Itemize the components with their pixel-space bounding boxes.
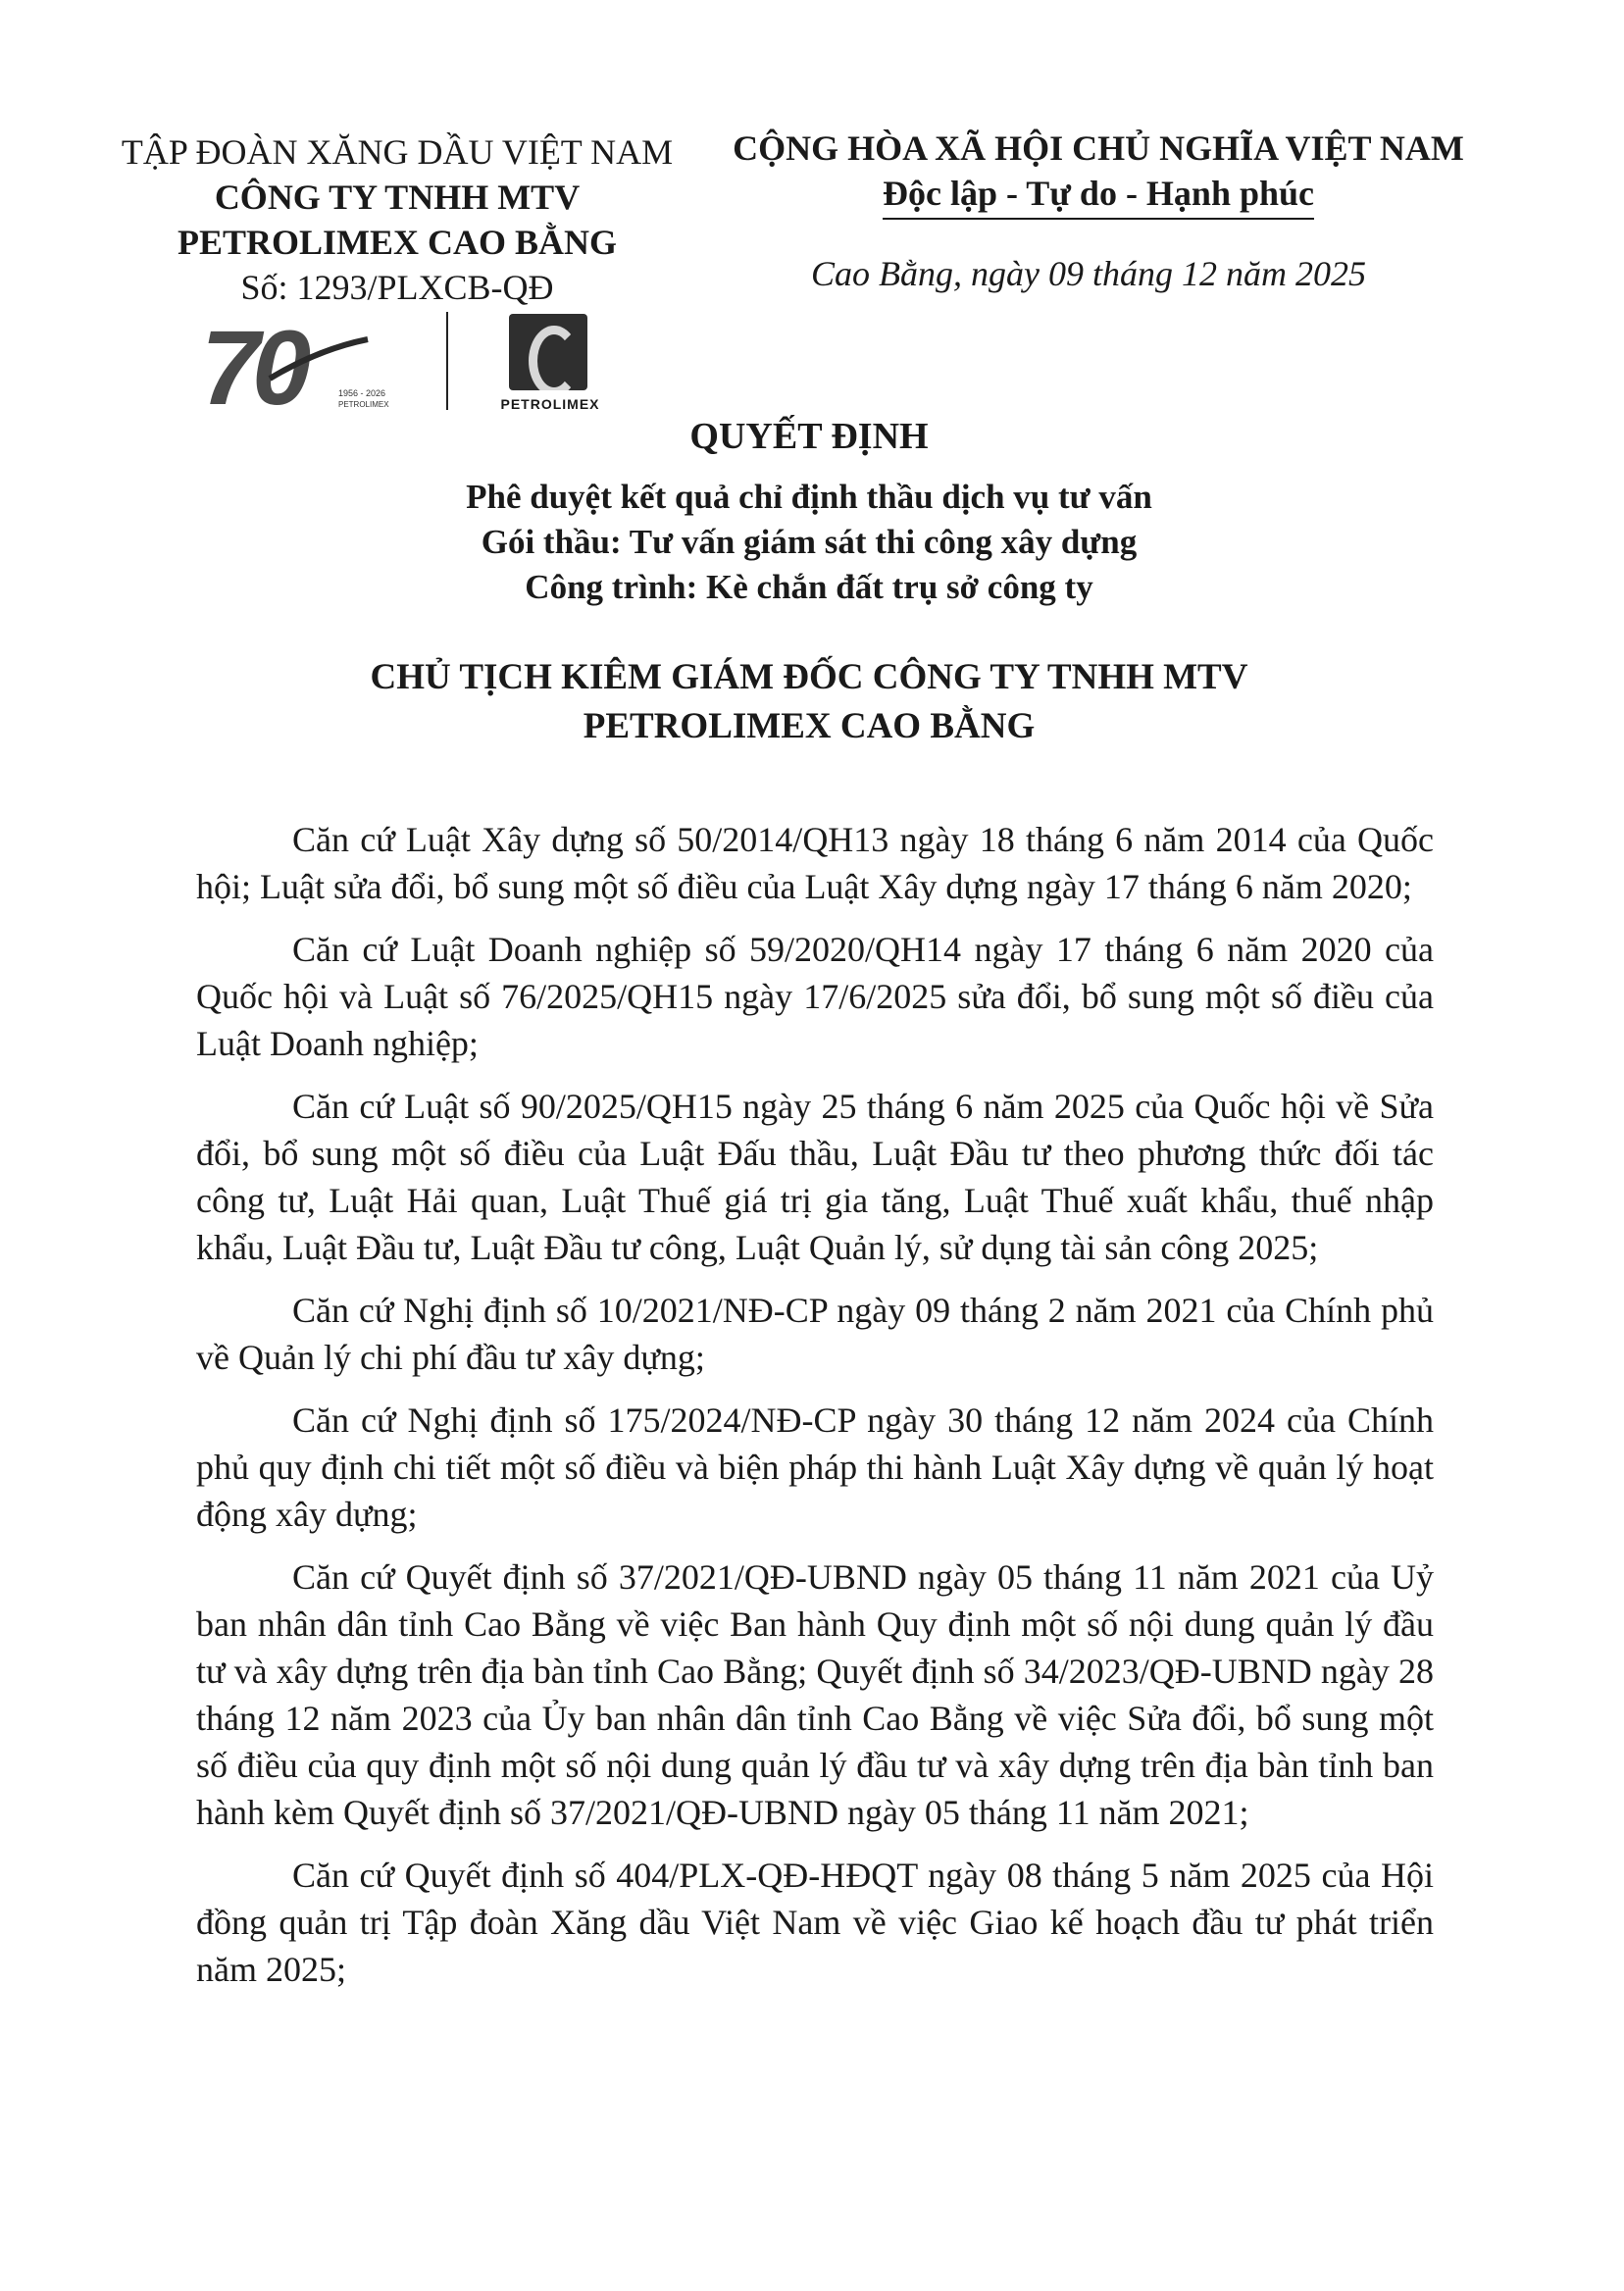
- legal-basis-paragraph: Căn cứ Luật Xây dựng số 50/2014/QH13 ngày 18 tháng 6 năm 2014 của Quốc hội; Luật sửa đổi, bổ sung một số điều của Luật Xây dựng ngày 17 tháng 6 năm 2020;: [196, 820, 1434, 906]
- subject-line-1: Phê duyệt kết quả chỉ định thầu dịch vụ tư vấn: [466, 478, 1152, 516]
- country-name: CỘNG HÒA XÃ HỘI CHỦ NGHĨA VIỆT NAM: [733, 128, 1464, 168]
- logo-strip: [201, 310, 613, 420]
- legal-basis-section: [196, 816, 1434, 2009]
- subject-line-2: Gói thầu: Tư vấn giám sát thi công xây dựng: [481, 523, 1138, 561]
- document-type: QUYẾT ĐỊNH: [689, 416, 929, 457]
- petrolimex-wordmark: PETROLIMEX: [500, 396, 600, 412]
- legal-basis-paragraph: Căn cứ Luật Doanh nghiệp số 59/2020/QH14 ngày 17 tháng 6 năm 2020 của Quốc hội và Luật số 76/2025/QH15 ngày 17/6/2025 sửa đổi, bổ sung một số điều của Luật Doanh nghiệp;: [196, 930, 1434, 1063]
- company-name-line2: PETROLIMEX CAO BẰNG: [177, 223, 618, 262]
- legal-basis-paragraph: Căn cứ Quyết định số 37/2021/QĐ-UBND ngày 05 tháng 11 năm 2021 của Uỷ ban nhân dân tỉnh Cao Bằng về việc Ban hành Quy định một số nội dung quản lý đầu tư và xây dựng trên địa bàn tỉnh Cao Bằng; Quyết định số 34/2023/QĐ-UBND ngày 28 tháng 12 năm 2023 của Ủy ban nhân dân tỉnh Cao Bằng về việc Sửa đổi, bổ sung một số điều của quy định một số nội dung quản lý đầu tư và xây dựng trên địa bàn tỉnh ban hành kèm Quyết định số 37/2021/QĐ-UBND ngày 05 tháng 11 năm 2021;: [196, 1557, 1434, 1832]
- national-header: [721, 126, 1476, 220]
- logo-divider: [446, 312, 448, 410]
- petrolimex-logo: [487, 310, 613, 420]
- national-motto: Độc lập - Tự do - Hạnh phúc: [883, 171, 1314, 220]
- petrolimex-logo-icon: [509, 314, 587, 390]
- place-and-date: Cao Bằng, ngày 09 tháng 12 năm 2025: [811, 254, 1366, 293]
- anniversary-years: 1956 - 2026: [338, 388, 386, 398]
- document-number: Số: 1293/PLXCB-QĐ: [240, 268, 554, 307]
- subject-line-3: Công trình: Kè chắn đất trụ sở công ty: [525, 568, 1093, 606]
- anniversary-70-logo: [201, 310, 407, 414]
- legal-basis-paragraph: Căn cứ Luật số 90/2025/QH15 ngày 25 tháng 6 năm 2025 của Quốc hội về Sửa đổi, bổ sung một số điều của Luật Đấu thầu, Luật Đầu tư theo phương thức đối tác công tư, Luật Hải quan, Luật Thuế giá trị gia tăng, Luật Thuế xuất khẩu, thuế nhập khẩu, Luật Đầu tư, Luật Đầu tư công, Luật Quản lý, sử dụng tài sản công 2025;: [196, 1087, 1434, 1267]
- authority-line-2: PETROLIMEX CAO BẰNG: [583, 706, 1036, 746]
- authority-line-1: CHỦ TỊCH KIÊM GIÁM ĐỐC CÔNG TY TNHH MTV: [370, 657, 1248, 697]
- legal-basis-paragraph: Căn cứ Nghị định số 10/2021/NĐ-CP ngày 09 tháng 2 năm 2021 của Chính phủ về Quản lý chi phí đầu tư xây dựng;: [196, 1291, 1434, 1377]
- issuer-header: [108, 129, 686, 310]
- decision-title: [157, 412, 1461, 610]
- legal-basis-paragraph: Căn cứ Nghị định số 175/2024/NĐ-CP ngày 30 tháng 12 năm 2024 của Chính phủ quy định chi tiết một số điều và biện pháp thi hành Luật Xây dựng về quản lý hoạt động xây dựng;: [196, 1400, 1434, 1534]
- anniversary-number: 70: [201, 310, 304, 414]
- anniversary-brand: PETROLIMEX: [338, 400, 389, 409]
- company-name-line1: CÔNG TY TNHH MTV: [214, 178, 581, 217]
- legal-basis-paragraph: Căn cứ Quyết định số 404/PLX-QĐ-HĐQT ngày 08 tháng 5 năm 2025 của Hội đồng quản trị Tập đoàn Xăng dầu Việt Nam về việc Giao kế hoạch đầu tư phát triển năm 2025;: [196, 1856, 1434, 1989]
- parent-organization: TẬP ĐOÀN XĂNG DẦU VIỆT NAM: [121, 132, 674, 172]
- issuing-authority: [157, 653, 1461, 751]
